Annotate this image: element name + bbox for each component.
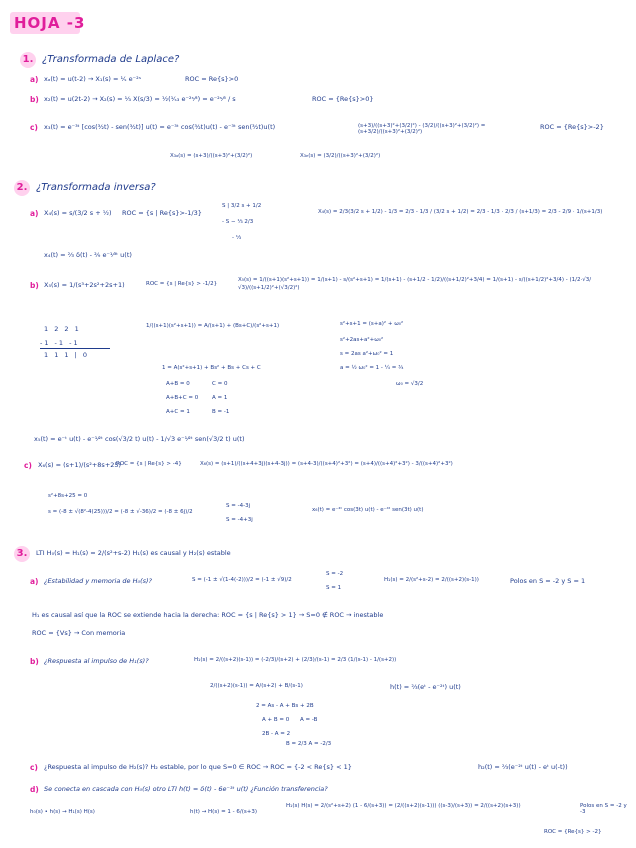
- page-title: HOJA -3: [14, 14, 86, 32]
- item-label: a): [30, 75, 39, 84]
- section-number: 1.: [20, 52, 36, 68]
- expression: X₄(s) = 2/3(3/2 s + 1/2) - 1/3 = 2/3 - 1/3 / (3/2 s + 1/2) = 2/3 - 1/3 · 2/3 / (s+1/3) = 2/3 - 2/9 · 1/(s+1/3): [318, 209, 603, 215]
- item-label: b): [30, 95, 39, 104]
- expression: X₆(s) = (s+1)/(s²+8s+25): [38, 461, 122, 469]
- expression: X₃ₐ(s) = (s+3)/((s+3)²+(3/2)²): [170, 153, 253, 159]
- root: S = 1: [326, 585, 342, 591]
- item-label: c): [24, 461, 32, 470]
- solution: C = 0: [212, 381, 228, 387]
- side-note: ω₀ = √3/2: [396, 381, 424, 387]
- equation: 2 = As - A + Bs + 2B: [256, 703, 314, 709]
- division: S | 3/2 s + 1/2: [222, 203, 262, 209]
- question: ¿Respuesta al impulso de H₁(s)?: [44, 657, 149, 665]
- expression: x₂(t) = u(2t-2) → X₂(s) = ¹⁄₃ X(s/3) = ½(¹⁄ₛ₃ e⁻²ˢ⁄³) = e⁻²ˢ⁄³ / s: [44, 95, 236, 103]
- question: Se conecta en cascada con H₀(s) otro LTI h(t) = δ(t) - 6e⁻³ᵗ u(t) ¿Función transferencia?: [44, 785, 328, 793]
- section-heading: ¿Transformada inversa?: [36, 182, 156, 193]
- division: - S − ¹⁄₃ 2/3: [222, 219, 254, 225]
- quadratic: s²+8s+25 = 0: [48, 493, 88, 499]
- solution: B = -1: [212, 409, 230, 415]
- expression: X₄(s) = s/(3/2 s + ½): [44, 209, 112, 217]
- poles-text: Polos en S = -2 y S = 1: [510, 577, 586, 585]
- roc-text: ROC = {Re{s}>0}: [312, 95, 374, 103]
- item-label: d): [30, 785, 39, 794]
- conclusion: H₁ es causal así que la ROC se extiende hacia la derecha: ROC = {s | Re{s} > 1} → S=0 ∉ ROC → inestable: [32, 611, 384, 619]
- side-note: s = 2as a²+ω₀² = 1: [340, 351, 394, 357]
- roc-text: ROC = {s | Re{s} > -4}: [116, 461, 182, 467]
- impulse-response: h₂(t) = ⅔(e⁻²ᵗ u(t) - eᵗ u(-t)): [478, 763, 568, 771]
- roc-text: ROC = {Re{s}>-2}: [540, 123, 604, 131]
- poles-text: Polos en S = -2 y -3: [580, 803, 627, 815]
- root: S = -4+3j: [226, 517, 253, 523]
- system-eq: A+B = 0: [166, 381, 190, 387]
- equation: B = 2/3 A = -2/3: [286, 741, 332, 747]
- question: ¿Estabilidad y memoria de H₀(s)?: [44, 577, 152, 585]
- question: ¿Respuesta al impulso de H₂(s)? H₂ estable, por lo que S=0 ∈ ROC → ROC = {-2 < Re{s} < 1}: [44, 763, 352, 771]
- section-heading: ¿Transformada de Laplace?: [42, 54, 180, 65]
- equation: A = -B: [300, 717, 318, 723]
- equation: A + B = 0: [262, 717, 290, 723]
- root: S = -4-3j: [226, 503, 251, 509]
- partial-fractions: 2/((s+2)(s-1)) = A/(s+2) + B/(s-1): [210, 683, 303, 689]
- side-note: s²+s+1 = (s+a)² + ω₀²: [340, 321, 404, 327]
- item-label: b): [30, 281, 39, 290]
- expression: X₅(s) = 1/(s³+2s²+2s+1): [44, 281, 125, 289]
- roc-text: ROC = {s | Re{s} > -1/2}: [146, 281, 218, 287]
- expression: xₐ(t) = u(t-2) → X₁(s) = ¹⁄ₛ e⁻²ˢ: [44, 75, 142, 83]
- time-domain: x₄(t) = ⅔ δ(t) - ²⁄₉ e⁻¹⁄³ᵗ u(t): [44, 251, 132, 259]
- solution: A = 1: [212, 395, 228, 401]
- quadratic: s = (-8 ± √(8²-4(25)))/2 = (-8 ± √-36)/2 = (-8 ± 6j)/2: [48, 509, 193, 515]
- division: - ¹⁄₃: [232, 235, 242, 241]
- expression: H₁(s) H(s) = 2/(s²+s+2) (1 - 6/(s+3)) = (2/((s+2)(s-1))) ((s-3)/(s+3)) = 2/((s+2)(s+3)): [286, 803, 521, 809]
- root: S = -2: [326, 571, 344, 577]
- ruffini-row: 1 1 1 | 0: [44, 351, 89, 359]
- ruffini-row: 1 2 2 1: [44, 325, 81, 333]
- item-label: a): [30, 209, 39, 218]
- expression: X₆(s) = (s+1)/((s+4+3j)(s+4-3j)) = (s+4-3)/((s+4)²+3²) = (s+4)/((s+4)²+3²) - 3/((s+4)²+3²): [200, 461, 453, 467]
- expression: h(t) → H(s) = 1 - 6/(s+3): [190, 809, 258, 815]
- roc-text: ROC = {s | Re{s}>-1/3}: [122, 209, 202, 217]
- equation: 1 = A(s²+s+1) + Bs² + Bs + Cs + C: [162, 365, 261, 371]
- item-label: b): [30, 657, 39, 666]
- conclusion: ROC = {Vs} → Con memoria: [32, 629, 126, 637]
- ruffini-row: -1 -1 -1: [40, 339, 80, 347]
- expression: X₃ₑ(s) = (3/2)/((s+3)²+(3/2)²): [300, 153, 381, 159]
- system-eq: A+B+C = 0: [166, 395, 199, 401]
- section-number: 3.: [14, 546, 30, 562]
- time-domain: x₅(t) = e⁻ᵗ u(t) - e⁻¹⁄²ᵗ cos(√3/2 t) u(t) - 1/√3 e⁻¹⁄²ᵗ sen(√3/2 t) u(t): [34, 435, 245, 443]
- expression: X₅(s) = 1/((s+1)(s²+s+1)) = 1/(s+1) - s/(s²+s+1) = 1/(s+1) - (s+1/2 - 1/2)/((s+1/2)²+3/4) = 1/(s+1) - s/((s+1/2)²+3/4) - (1/2·√3/√3)/((s+1/2)²+(√3/2)²): [238, 277, 592, 292]
- equation: 2B - A = 2: [262, 731, 291, 737]
- section-heading: LTI H₀(s) = H₁(s) = 2/(s²+s-2) H₁(s) es causal y H₂(s) estable: [36, 549, 231, 557]
- system-eq: A+C = 1: [166, 409, 190, 415]
- partial-fractions: 1/((s+1)(s²+s+1)) = A/(s+1) + (Bs+C)/(s²+s+1): [146, 323, 280, 329]
- expression: H₁(s) = 2/((s+2)(s-1)) = (-2/3)/(s+2) + (2/3)/(s-1) = 2/3 (1/(s-1) - 1/(s+2)): [194, 657, 397, 663]
- impulse-response: h(t) = ⅔(eᵗ - e⁻²ᵗ) u(t): [390, 683, 461, 691]
- expression: H₁(s) = 2/(s²+s-2) = 2/((s+2)(s-1)): [384, 577, 479, 583]
- expression: h₀(s) • h(s) → H₁(s) H(s): [30, 809, 95, 815]
- expression: (s+3)/((s+3)²+(3/2)²) - (3/2)/((s+3)²+(3/2)²) = (s+3/2)/((s+3)²+(3/2)²): [358, 123, 486, 135]
- item-label: a): [30, 577, 39, 586]
- ruffini-rule: [40, 348, 110, 349]
- item-label: c): [30, 763, 38, 772]
- section-number: 2.: [14, 180, 30, 196]
- calculation: S = (-1 ± √(1-4(-2)))/2 = (-1 ± √9)/2: [192, 577, 292, 583]
- roc-text: ROC = Re{s}>0: [185, 75, 239, 83]
- expression: x₃(t) = e⁻³ᵗ [cos(³⁄₂t) - sen(³⁄₂t)] u(t) = e⁻³ᵗ cos(³⁄₂t)u(t) - e⁻³ᵗ sen(³⁄₂t)u(t): [44, 123, 276, 131]
- side-note: a = ½ ω₀² = 1 - ¼ = ¾: [340, 365, 404, 371]
- item-label: c): [30, 123, 38, 132]
- time-domain: x₆(t) = e⁻⁴ᵗ cos(3t) u(t) - e⁻⁴ᵗ sen(3t) u(t): [312, 507, 424, 513]
- roc-text: ROC = {Re{s} > -2}: [544, 829, 602, 835]
- side-note: s²+2as+a²+ω₀²: [340, 337, 384, 343]
